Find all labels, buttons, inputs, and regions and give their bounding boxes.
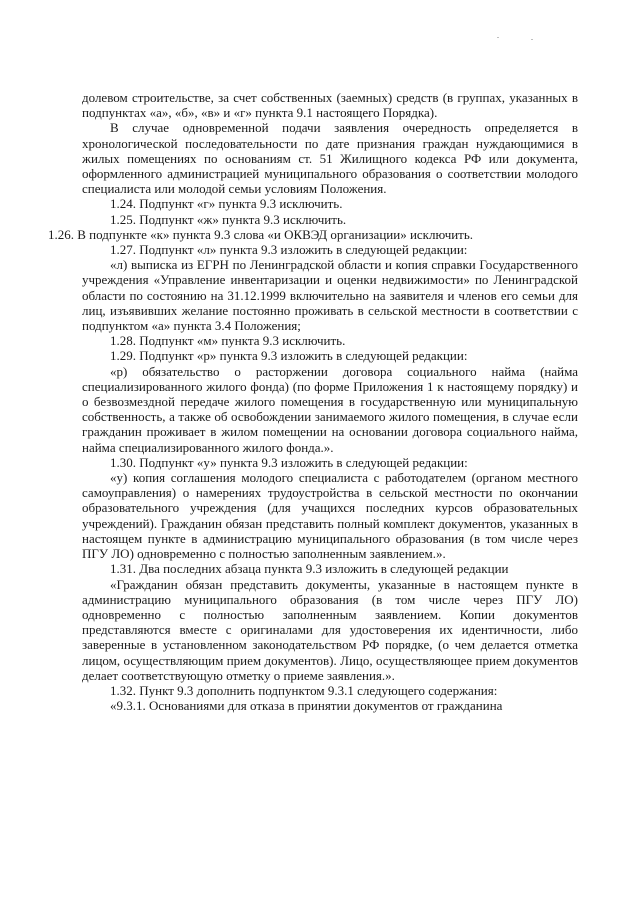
last-paragraphs-text: «Гражданин обязан представить документы, указанные в настоящем пункте в администрацию муниципального образования (в том числе через ПГУ ЛО) одновременно с полностью заполненным заявлением. Копии документов представляются вместе с оригиналами для удостоверения их идентичности, либо заверенные в установленном законодательством РФ порядке, (о чем делается отметка лицом, осуществляющим прием документов). Лицо, осуществляющее прием документов делает соответствующую отметку о приеме заявления.». bbox=[82, 576, 578, 683]
subitem-l-text: «л) выписка из ЕГРН по Ленинградской области и копия справки Государственного учреждения «Управление инвентаризации и оценки недвижимости» по Ленинградской области по состоянию на 31.12.1999 включительно на заявителя и членов его семьи для лиц, изъявивших желание постоянно проживать в сельской местности в соответствии с подпунктом «а» пункта 3.4 Положения; bbox=[82, 257, 578, 334]
subitem-r-text: «р) обязательство о расторжении договора социального найма (найма специализированного жилого фонда) (по форме Приложения 1 к настоящему порядку) и о безвозмездной передаче жилого помещения в государственную или муниципальную собственность, а также об освобождении занимаемого жилого помещения, в случае если гражданин проживает в жилом помещении на основании договора социального найма, найма специализированного жилого фонда.». bbox=[82, 363, 578, 455]
subitem-u-text: «у) копия соглашения молодого специалиста с работодателем (органом местного самоуправления) о намерениях трудоустройства в сельской местности по окончании образовательного учреждения (для учащихся последних курсов образовательных учреждений). Гражданин обязан представить полный комплект документов, указанных в настоящем пункте в администрацию муниципального образования (в том числе через ПГУ ЛО) одновременно с полностью заполненным заявлением.». bbox=[82, 470, 578, 562]
scan-speck bbox=[497, 37, 499, 38]
document-body bbox=[48, 90, 578, 714]
item-1-32: 1.32. Пункт 9.3 дополнить подпунктом 9.3.1 следующего содержания: bbox=[110, 682, 498, 698]
paragraph-queue-order: В случае одновременной подачи заявления очередность определяется в хронологической последовательности по дате признания граждан нуждающимися в жилых помещениях по основаниям ст. 51 Жилищного кодекса РФ или документа, оформленного администрацией муниципального образования о соответствии молодого специалиста или молодой семьи условиям Положения. bbox=[82, 120, 578, 197]
item-1-28: 1.28. Подпункт «м» пункта 9.3 исключить. bbox=[110, 333, 346, 349]
item-1-29: 1.29. Подпункт «р» пункта 9.3 изложить в следующей редакции: bbox=[110, 348, 468, 364]
scan-speck bbox=[531, 39, 533, 40]
subitem-9-3-1-text: «9.3.1. Основаниями для отказа в принятии документов от гражданина bbox=[110, 698, 503, 714]
item-1-31: 1.31. Два последних абзаца пункта 9.3 изложить в следующей редакции bbox=[110, 561, 509, 577]
item-1-27: 1.27. Подпункт «л» пункта 9.3 изложить в следующей редакции: bbox=[110, 242, 468, 258]
item-1-26: 1.26. В подпункте «к» пункта 9.3 слова «и ОКВЭД организации» исключить. bbox=[48, 226, 474, 242]
paragraph-continuation: долевом строительстве, за счет собственных (заемных) средств (в группах, указанных в подпунктах «а», «б», «в» и «г» пункта 9.1 настоящего Порядка). bbox=[82, 90, 578, 121]
item-1-24: 1.24. Подпункт «г» пункта 9.3 исключить. bbox=[110, 196, 343, 212]
item-1-30: 1.30. Подпункт «у» пункта 9.3 изложить в следующей редакции: bbox=[110, 454, 468, 470]
item-1-25: 1.25. Подпункт «ж» пункта 9.3 исключить. bbox=[110, 211, 347, 227]
